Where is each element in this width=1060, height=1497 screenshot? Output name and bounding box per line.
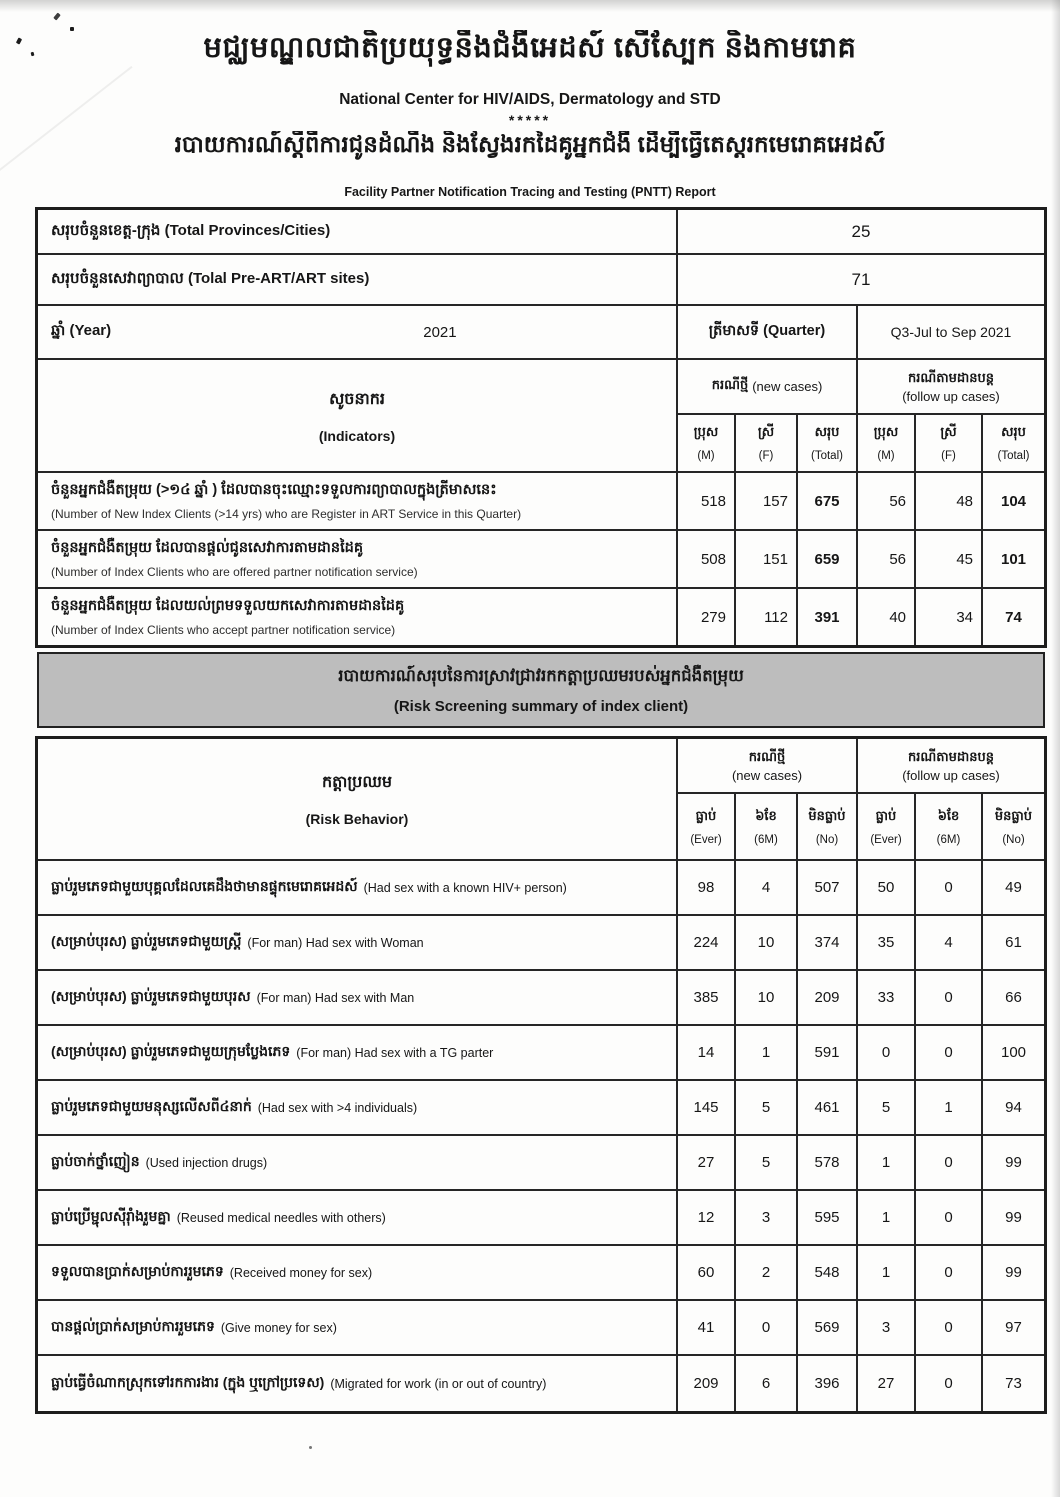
year-value: 2021 <box>423 323 457 341</box>
provinces-label: សរុបចំនួនខេត្ត-ក្រុង (Total Provinces/Cities) <box>38 210 678 253</box>
indicator-value: 48 <box>916 473 983 529</box>
indicator-value: 151 <box>736 531 798 587</box>
indicator-value: 104 <box>1000 492 1027 510</box>
indicator-row <box>38 531 1044 589</box>
indicator-row <box>38 473 1044 531</box>
risk-banner-khmer: របាយការណ៍សរុបនៃការស្រាវជ្រាវរកកត្តាប្រឈមរបស់អ្នកជំងឺតម្រុយ <box>338 666 744 685</box>
risk-value: 1 <box>916 1081 983 1134</box>
risk-banner-english: (Risk Screening summary of index client) <box>393 697 689 715</box>
year-quarter-row <box>38 306 1044 360</box>
risk-value: 35 <box>858 916 916 969</box>
indicator-value: 391 <box>798 589 858 645</box>
risk-value: 507 <box>798 861 858 914</box>
scan-speck <box>53 13 61 21</box>
risk-title-english: (Risk Behavior) <box>305 811 409 827</box>
risk-row-label <box>38 861 678 914</box>
risk-value: 2 <box>736 1246 798 1299</box>
indicator-value: 675 <box>798 473 858 529</box>
risk-value: 0 <box>916 1191 983 1244</box>
risk-row <box>38 1356 1044 1411</box>
indicator-value: 518 <box>678 473 736 529</box>
risk-label-english: (Reused medical needles with others) <box>176 1210 386 1225</box>
risk-value: 1 <box>736 1026 798 1079</box>
risk-value: 0 <box>736 1301 798 1354</box>
year-label: ឆ្នាំ (Year) <box>51 322 112 339</box>
indicator-value: 659 <box>798 531 858 587</box>
risk-value: 209 <box>678 1356 736 1411</box>
risk-row <box>38 1301 1044 1356</box>
risk-value: 61 <box>1005 934 1022 951</box>
col-header-ever-new: ធ្លាប់ (Ever) <box>678 794 736 859</box>
indicators-header <box>38 360 1044 473</box>
indicator-value: 40 <box>858 589 916 645</box>
risk-value: 4 <box>736 861 798 914</box>
risk-label-english: (For man) Had sex with a TG parter <box>296 1045 494 1060</box>
risk-value: 98 <box>678 861 736 914</box>
risk-value: 145 <box>678 1081 736 1134</box>
col-header-total-followup: សរុប (Total) <box>997 424 1030 462</box>
risk-value: 3 <box>736 1191 798 1244</box>
risk-value: 27 <box>678 1136 736 1189</box>
risk-label-english: (For man) Had sex with Man <box>256 990 415 1005</box>
risk-value: 569 <box>798 1301 858 1354</box>
risk-row <box>38 1026 1044 1081</box>
risk-behavior-table <box>35 736 1047 1414</box>
risk-value: 396 <box>798 1356 858 1411</box>
risk-row <box>38 916 1044 971</box>
risk-header <box>38 739 1044 861</box>
risk-row-label <box>38 1081 678 1134</box>
risk-row-label <box>38 1246 678 1299</box>
risk-label-khmer: (សម្រាប់បុរស) ធ្លាប់រួមភេទជាមួយបុរស <box>51 988 251 1004</box>
risk-value: 5 <box>858 1081 916 1134</box>
col-header-female-followup: ស្រី (F) <box>916 415 983 471</box>
risk-value: 41 <box>678 1301 736 1354</box>
risk-label-english: (Had sex with >4 individuals) <box>257 1100 418 1115</box>
col-header-no-followup: មិនធ្លាប់ (No) <box>994 807 1033 846</box>
indicator-row-label <box>38 473 678 529</box>
risk-value: 100 <box>1000 1044 1027 1061</box>
risk-value: 10 <box>736 971 798 1024</box>
org-title-english: National Center for HIV/AIDS, Dermatology and STD <box>339 91 721 108</box>
indicator-value: 74 <box>1005 608 1022 626</box>
risk-new-cases-header: ករណីថ្មី (new cases) <box>678 739 858 792</box>
risk-value: 3 <box>858 1301 916 1354</box>
indicator-row-label <box>38 589 678 645</box>
risk-value: 209 <box>798 971 858 1024</box>
risk-value: 4 <box>916 916 983 969</box>
risk-value: 0 <box>916 1136 983 1189</box>
scan-edge-shadow-top <box>0 0 1060 12</box>
risk-value: 5 <box>736 1136 798 1189</box>
risk-row <box>38 861 1044 916</box>
risk-row <box>38 1136 1044 1191</box>
risk-label-khmer: ធ្លាប់ចាក់ថ្នាំញៀន <box>51 1153 140 1169</box>
risk-value: 50 <box>858 861 916 914</box>
risk-value: 548 <box>798 1246 858 1299</box>
risk-row <box>38 1246 1044 1301</box>
risk-row <box>38 971 1044 1026</box>
risk-value: 0 <box>858 1026 916 1079</box>
risk-value: 385 <box>678 971 736 1024</box>
org-title-khmer: មជ្ឈមណ្ឌលជាតិប្រយុទ្ធនឹងជំងឺអេដស៍ សើស្បែក និងកាមរោគ <box>203 32 857 64</box>
risk-rows <box>38 861 1044 1411</box>
risk-value: 27 <box>858 1356 916 1411</box>
new-cases-header: ករណីថ្មី (new cases) <box>678 360 858 413</box>
risk-value: 578 <box>798 1136 858 1189</box>
risk-label-khmer: ធ្លាប់ធ្វើចំណាកស្រុកទៅរកការងារ (ក្នុង ឬក្រៅប្រទេស) <box>51 1374 325 1390</box>
risk-screening-banner <box>37 652 1045 728</box>
indicator-value: 508 <box>678 531 736 587</box>
risk-value: 0 <box>916 861 983 914</box>
indicator-row-label <box>38 531 678 587</box>
risk-value: 0 <box>916 1246 983 1299</box>
risk-label-khmer: (សម្រាប់បុរស) ធ្លាប់រួមភេទជាមួយស្ត្រី <box>51 933 242 949</box>
col-header-female-new: ស្រី (F) <box>736 415 798 471</box>
risk-row-label <box>38 1301 678 1354</box>
indicator-value: 279 <box>678 589 736 645</box>
col-header-ever-followup: ធ្លាប់ (Ever) <box>858 794 916 859</box>
risk-row-label <box>38 1026 678 1079</box>
risk-value: 591 <box>798 1026 858 1079</box>
col-header-6m-new: ៦ខែ (6M) <box>736 794 798 859</box>
indicator-value: 157 <box>736 473 798 529</box>
summary-indicators-table <box>35 207 1047 648</box>
risk-value: 6 <box>736 1356 798 1411</box>
indicators-title-english: (Indicators) <box>318 427 396 444</box>
scan-speck <box>309 1446 312 1449</box>
risk-value: 99 <box>1005 1154 1022 1171</box>
risk-label-english: (For man) Had sex with Woman <box>247 935 424 950</box>
indicator-label-english: (Number of New Index Clients (>14 yrs) who are Register in ART Service in this Quarter) <box>51 507 522 521</box>
risk-label-english: (Give money for sex) <box>220 1320 337 1335</box>
risk-row-label <box>38 1191 678 1244</box>
indicator-value: 56 <box>858 473 916 529</box>
risk-label-english: (Had sex with a known HIV+ person) <box>363 880 567 895</box>
indicator-value: 34 <box>916 589 983 645</box>
risk-value: 33 <box>858 971 916 1024</box>
sites-row <box>38 255 1044 306</box>
risk-label-khmer: ធ្លាប់ប្រើម្ជុលស៊ីរ៉ាំងរួមគ្នា <box>51 1208 171 1224</box>
risk-value: 595 <box>798 1191 858 1244</box>
risk-label-khmer: ធ្លាប់រួមភេទជាមួយបុគ្គលដែលគេដឹងថាមានផ្ទុកមេរោគអេដស៍ <box>51 878 358 894</box>
indicator-label-english: (Number of Index Clients who accept partner notification service) <box>51 623 396 637</box>
risk-row-label <box>38 1136 678 1189</box>
risk-value: 99 <box>1005 1264 1022 1281</box>
risk-followup-header: ករណីតាមដានបន្ត (follow up cases) <box>902 748 1000 783</box>
report-title-khmer: របាយការណ៍ស្តីពីការជូនដំណឹង និងស្វែងរកដៃគូអ្នកជំងឺ ដើម្បីធ្វើតេស្តរកមេរោគអេដស៍ <box>174 131 886 157</box>
indicator-value: 56 <box>858 531 916 587</box>
col-header-male-new: ប្រុស (M) <box>678 415 736 471</box>
risk-label-khmer: ទទួលបានប្រាក់សម្រាប់ការរួមភេទ <box>51 1263 224 1279</box>
risk-value: 14 <box>678 1026 736 1079</box>
indicator-label-khmer: ចំនួនអ្នកជំងឺតម្រុយ ដែលយល់ព្រមទទួលយកសេវាការតាមដានដៃគូ <box>51 598 405 614</box>
risk-value: 1 <box>858 1246 916 1299</box>
risk-label-khmer: (សម្រាប់បុរស) ធ្លាប់រួមភេទជាមួយក្រុមប្លែងភេទ <box>51 1043 291 1059</box>
risk-row-label <box>38 971 678 1024</box>
risk-value: 461 <box>798 1081 858 1134</box>
risk-value: 49 <box>1005 879 1022 896</box>
risk-row <box>38 1081 1044 1136</box>
risk-value: 66 <box>1005 989 1022 1006</box>
indicator-label-english: (Number of Index Clients who are offered partner notification service) <box>51 565 418 579</box>
risk-value: 0 <box>916 971 983 1024</box>
provinces-value: 25 <box>851 221 871 241</box>
risk-value: 97 <box>1005 1319 1022 1336</box>
risk-value: 0 <box>916 1026 983 1079</box>
risk-row <box>38 1191 1044 1246</box>
risk-title-khmer: កត្តាប្រឈម <box>322 774 392 791</box>
indicator-value: 112 <box>736 589 798 645</box>
indicators-header-right <box>678 360 1044 471</box>
sites-label: សរុបចំនួនសេវាព្យាបាល (Tolal Pre-ART/ART sites) <box>38 255 678 304</box>
risk-value: 10 <box>736 916 798 969</box>
risk-row-label <box>38 1356 678 1411</box>
indicators-title-khmer: សូចនាករ <box>329 390 385 408</box>
risk-value: 12 <box>678 1191 736 1244</box>
indicator-value: 101 <box>1000 550 1027 568</box>
risk-value: 224 <box>678 916 736 969</box>
report-title-english: Facility Partner Notification Tracing and Testing (PNTT) Report <box>344 185 716 199</box>
indicator-label-khmer: ចំនួនអ្នកជំងឺតម្រុយ (>១៤ ឆ្នាំ ) ដែលបានចុះឈ្មោះទទួលការព្យាបាលក្នុងត្រីមាសនេះ <box>51 482 497 498</box>
risk-value: 60 <box>678 1246 736 1299</box>
scan-edge-shadow-right <box>1051 0 1060 1497</box>
divider-stars: ***** <box>508 112 552 128</box>
col-header-total-new: សរុប (Total) <box>798 415 858 471</box>
indicator-label-khmer: ចំនួនអ្នកជំងឺតម្រុយ ដែលបានផ្តល់ជូនសេវាការតាមដានដៃគូ <box>51 540 364 556</box>
risk-value: 0 <box>916 1301 983 1354</box>
indicator-row <box>38 589 1044 645</box>
risk-label-english: (Migrated for work (in or out of country) <box>330 1376 547 1391</box>
risk-title-cell <box>38 739 678 859</box>
risk-row-label <box>38 916 678 969</box>
risk-value: 0 <box>916 1356 983 1411</box>
quarter-value: Q3-Jul to Sep 2021 <box>890 324 1012 340</box>
indicator-value: 45 <box>916 531 983 587</box>
followup-header: ករណីតាមដានបន្ត (follow up cases) <box>902 369 1000 404</box>
risk-value: 1 <box>858 1136 916 1189</box>
sites-value: 71 <box>851 269 871 289</box>
risk-value: 94 <box>1005 1099 1022 1116</box>
col-header-male-followup: ប្រុស (M) <box>858 415 916 471</box>
risk-label-khmer: ធ្លាប់រួមភេទជាមួយមនុស្សលើសពី៤នាក់ <box>51 1098 252 1114</box>
risk-value: 73 <box>1005 1375 1022 1392</box>
risk-value: 5 <box>736 1081 798 1134</box>
risk-label-english: (Used injection drugs) <box>145 1155 268 1170</box>
risk-value: 99 <box>1005 1209 1022 1226</box>
col-header-no-new: មិនធ្លាប់ (No) <box>798 794 858 859</box>
indicator-rows <box>38 473 1044 645</box>
indicators-title-cell <box>38 360 678 471</box>
risk-value: 374 <box>798 916 858 969</box>
risk-value: 1 <box>858 1191 916 1244</box>
provinces-row <box>38 210 1044 255</box>
risk-label-english: (Received money for sex) <box>229 1265 373 1280</box>
risk-label-khmer: បានផ្តល់ប្រាក់សម្រាប់ការរួមភេទ <box>51 1318 215 1334</box>
year-cell <box>38 306 678 358</box>
quarter-label: ត្រីមាសទី (Quarter) <box>678 306 858 358</box>
risk-header-right <box>678 739 1044 859</box>
col-header-6m-followup: ៦ខែ (6M) <box>916 794 983 859</box>
